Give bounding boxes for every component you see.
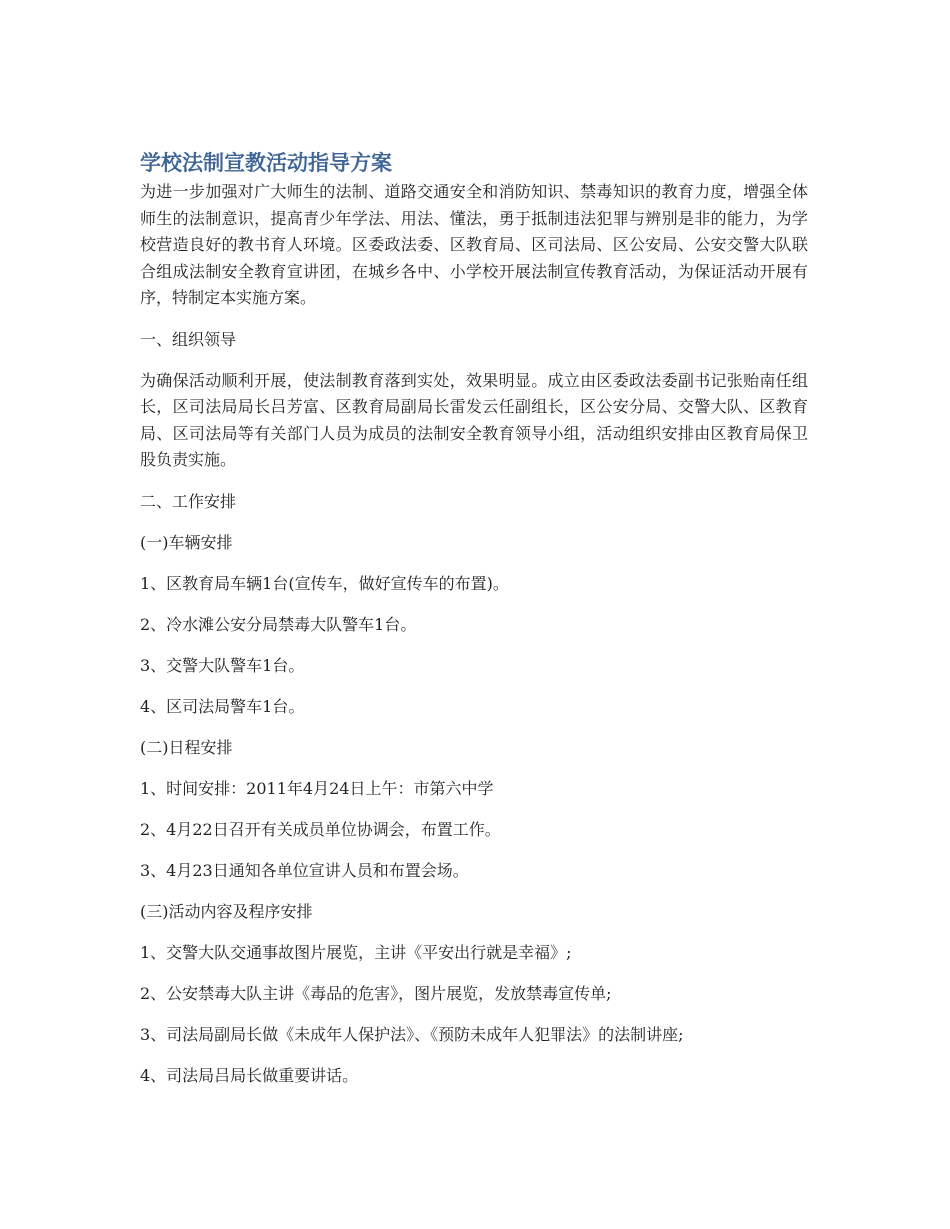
list-item: 1、时间安排：2011年4月24日上午：市第六中学 [140, 778, 494, 798]
list-item: 2、冷水滩公安分局禁毒大队警车1台。 [140, 614, 417, 634]
section-1-body: 为确保活动顺利开展，使法制教育落到实处，效果明显。成立由区委政法委副书记张贻南任组长，区司法局局长吕芳富、区教育局副局长雷发云任副组长，区公安分局、交警大队、区教育局、区司法局等有关部门人员为成员的法制安全教育领导小组，活动组织安排由区教育局保卫股负责实施。 [140, 370, 808, 469]
list-item: 1、交警大队交通事故图片展览，主讲《平安出行就是幸福》; [140, 942, 572, 962]
list-item: 3、司法局副局长做《未成年人保护法》、《预防未成年人犯罪法》的法制讲座; [140, 1024, 684, 1044]
subsection-1-heading: (一)车辆安排 [140, 532, 233, 552]
subsection-2-heading: (二)日程安排 [140, 737, 233, 757]
intro-paragraph: 为进一步加强对广大师生的法制、道路交通安全和消防知识、禁毒知识的教育力度，增强全体师生的法制意识，提高青少年学法、用法、懂法，勇于抵制违法犯罪与辨别是非的能力，为学校营造良好的教书育人环境。区委政法委、区教育局、区司法局、区公安局、公安交警大队联合组成法制安全教育宣讲团，在城乡各中、小学校开展法制宣传教育活动，为保证活动开展有序，特制定本实施方案。 [140, 182, 808, 307]
document-title: 学校法制宣教活动指导方案 [140, 151, 392, 175]
list-item: 1、区教育局车辆1台(宣传车，做好宣传车的布置)。 [140, 573, 509, 593]
list-item: 4、司法局吕局长做重要讲话。 [140, 1065, 359, 1085]
list-item: 2、4月22日召开有关成员单位协调会，布置工作。 [140, 819, 501, 839]
list-item: 2、公安禁毒大队主讲《毒品的危害》，图片展览，发放禁毒宣传单; [140, 983, 612, 1003]
subsection-3-heading: (三)活动内容及程序安排 [140, 901, 313, 921]
document-page [140, 147, 808, 1089]
list-item: 4、区司法局警车1台。 [140, 696, 305, 716]
section-2-heading: 二、工作安排 [140, 491, 237, 511]
list-item: 3、交警大队警车1台。 [140, 655, 305, 675]
list-item: 3、4月23日通知各单位宣讲人员和布置会场。 [140, 860, 469, 880]
section-1-heading: 一、组织领导 [140, 329, 237, 349]
